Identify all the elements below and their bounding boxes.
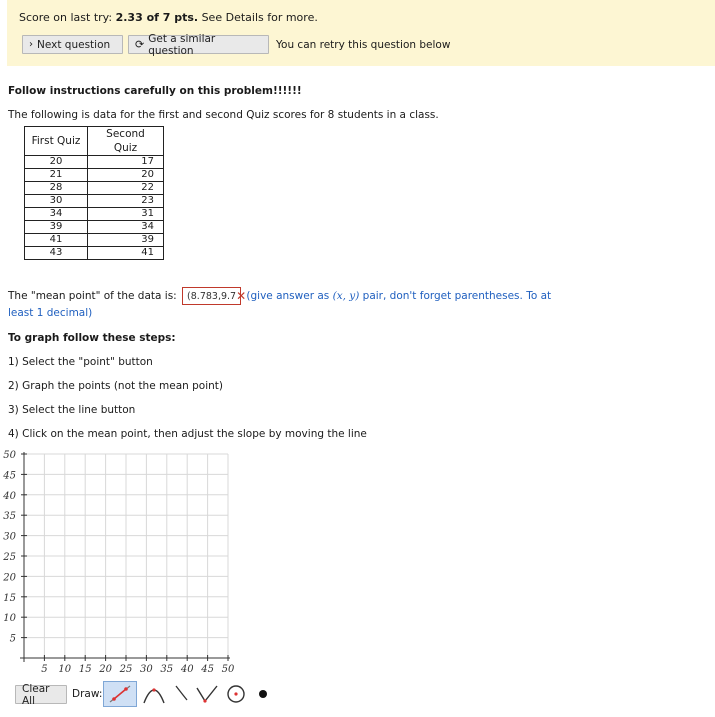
parabola-tool-button[interactable] [139, 681, 169, 707]
data-table [24, 126, 164, 260]
y-tick-label: 45 [3, 470, 16, 482]
step-item: 2) Graph the points (not the mean point) [8, 380, 224, 392]
line-tool-icon [106, 683, 134, 705]
step-item: 4) Click on the mean point, then adjust the slope by moving the line [8, 428, 367, 440]
table-row [25, 156, 164, 169]
parabola-tool-icon [141, 683, 167, 705]
mean-point-input[interactable]: (8.783,9.7 ✕ [182, 287, 241, 305]
first-quiz-cell: 39 [25, 221, 88, 234]
table-row [25, 247, 164, 260]
graph-canvas[interactable] [0, 446, 245, 678]
x-tick-label: 5 [41, 664, 48, 675]
y-tick-label: 35 [3, 511, 16, 523]
x-tick-label: 30 [140, 664, 153, 675]
y-tick-label: 30 [3, 531, 16, 543]
answer-hint-line2: least 1 decimal) [8, 307, 93, 319]
y-tick-label: 50 [3, 450, 16, 461]
intro-text: The following is data for the first and second Quiz scores for 8 students in a class. [8, 109, 439, 121]
first-quiz-cell: 41 [25, 234, 88, 247]
y-tick-label: 25 [3, 552, 16, 563]
x-axis-labels [41, 664, 235, 675]
y-tick-label: 5 [9, 633, 16, 645]
absolute-value-tool-icon [173, 683, 219, 705]
x-tick-label: 50 [221, 664, 235, 675]
next-question-button[interactable]: › Next question [22, 35, 123, 54]
table-row [25, 169, 164, 182]
y-tick-label: 40 [3, 490, 16, 502]
x-tick-label: 20 [99, 664, 112, 675]
draw-label: Draw: [72, 688, 103, 700]
answer-hint: (give answer as (x, y) pair, don't forget parentheses. To at [246, 290, 552, 302]
step-item: 3) Select the line button [8, 404, 136, 416]
second-quiz-cell: 22 [88, 182, 164, 195]
warning-text: Follow instructions carefully on this problem!!!!!! [8, 85, 302, 97]
x-tick-label: 15 [78, 664, 92, 675]
step-item: 1) Select the "point" button [8, 356, 153, 368]
y-axis-labels [2, 450, 16, 645]
point-tool-icon [253, 684, 273, 704]
second-quiz-cell: 31 [88, 208, 164, 221]
table-row [25, 182, 164, 195]
clear-all-button[interactable]: Clear All [15, 685, 67, 704]
score-text: Score on last try: 2.33 of 7 pts. See Details for more. [19, 11, 318, 24]
first-quiz-cell: 20 [25, 156, 88, 169]
table-row [25, 195, 164, 208]
x-tick-label: 45 [201, 664, 214, 675]
second-quiz-cell: 39 [88, 234, 164, 247]
first-quiz-cell: 34 [25, 208, 88, 221]
circle-tool-button[interactable] [223, 681, 249, 707]
score-value: 2.33 of 7 pts. [115, 11, 199, 24]
second-quiz-cell: 41 [88, 247, 164, 260]
column-header: First Quiz [25, 127, 88, 156]
circle-tool-icon [225, 683, 247, 705]
incorrect-icon: ✕ [236, 289, 247, 303]
x-tick-label: 25 [119, 664, 133, 675]
table-row [25, 208, 164, 221]
score-banner [7, 0, 715, 66]
x-tick-label: 35 [160, 664, 174, 675]
x-tick-label: 10 [58, 664, 72, 675]
x-tick-label: 40 [180, 664, 194, 675]
second-quiz-cell: 17 [88, 156, 164, 169]
table-row [25, 221, 164, 234]
point-tool-button[interactable] [251, 681, 275, 707]
retry-text: You can retry this question below [276, 39, 451, 51]
first-quiz-cell: 21 [25, 169, 88, 182]
first-quiz-cell: 28 [25, 182, 88, 195]
absolute-value-tool-button[interactable] [171, 681, 221, 707]
similar-question-button[interactable]: ⟳ Get a similar question [128, 35, 269, 54]
graph-grid [24, 454, 228, 658]
second-quiz-cell: 20 [88, 169, 164, 182]
line-tool-button[interactable] [103, 681, 137, 707]
y-tick-label: 20 [3, 572, 16, 584]
second-quiz-cell: 34 [88, 221, 164, 234]
first-quiz-cell: 43 [25, 247, 88, 260]
table-row [25, 234, 164, 247]
second-quiz-cell: 23 [88, 195, 164, 208]
column-header: Second Quiz [88, 127, 164, 156]
y-tick-label: 15 [3, 592, 16, 604]
chevron-right-icon: › [29, 39, 33, 50]
mean-point-question: The "mean point" of the data is: (8.783,9.7 ✕ (give answer as (x, y) pair, don't forget parentheses. To at [8, 289, 552, 303]
graph-axes [20, 452, 230, 662]
first-quiz-cell: 30 [25, 195, 88, 208]
steps-title: To graph follow these steps: [8, 332, 176, 344]
y-tick-label: 10 [3, 613, 16, 625]
refresh-icon: ⟳ [135, 38, 145, 51]
